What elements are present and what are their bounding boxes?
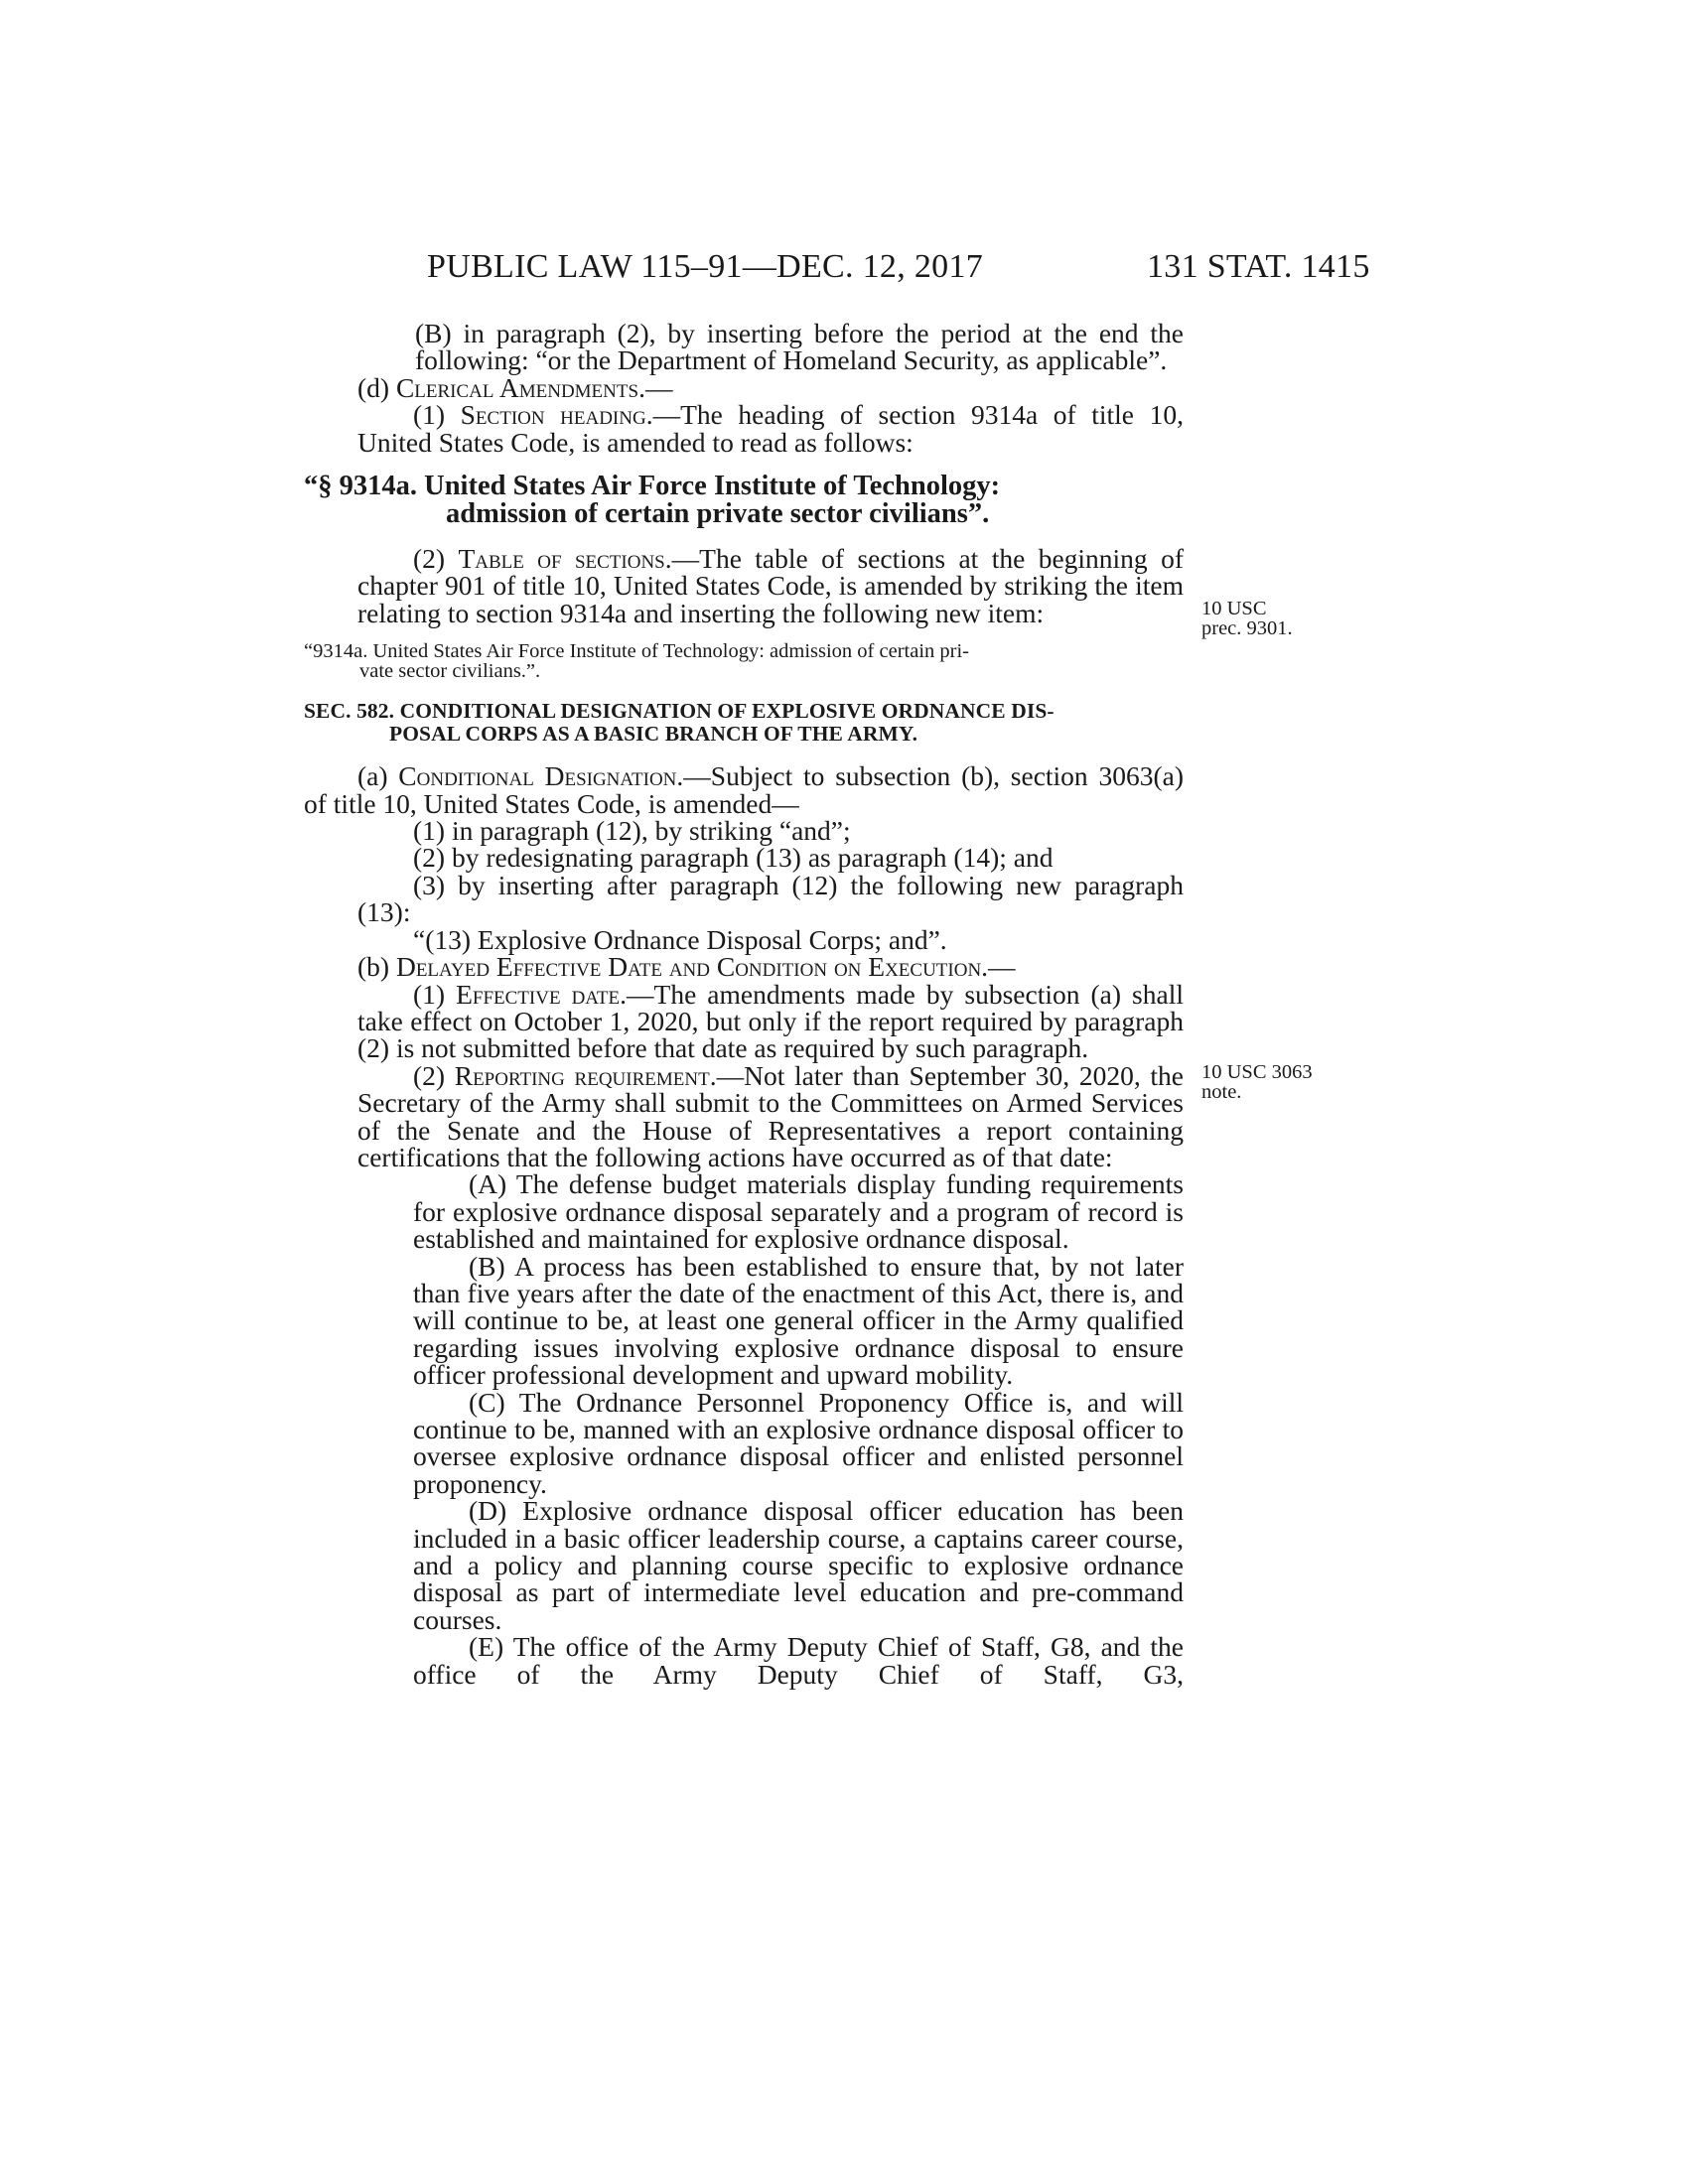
paragraph-b-para2: [357, 320, 1184, 374]
paragraph-text: .—The heading of section 9314a of title 10, United States Code, is amended to read as follows:: [357, 399, 1184, 458]
running-header-citation: PUBLIC LAW 115–91—DEC. 12, 2017: [427, 248, 984, 285]
paragraph-label: (1): [413, 978, 457, 1010]
subsection-text: .—Subject to subsection (b), section 3063(a) of title 10, United States Code, is amended—: [304, 760, 1184, 819]
paragraph-text: .—Not later than September 30, 2020, the Secretary of the Army shall submit to the Committees on Armed Services of the Senate and the House of Representatives a report containing certifications that the following actions have occurred as of that date:: [357, 1059, 1184, 1172]
paragraph-b1-effective-date: [357, 978, 1184, 1064]
subsection-d-clerical-amendments: [357, 371, 1184, 403]
margin-note-line: note.: [1201, 1081, 1242, 1103]
paragraph-d1-section-heading: [357, 401, 1184, 456]
section-heading-line: SEC. 582. CONDITIONAL DESIGNATION OF EXPLOSIVE ORDNANCE DIS-: [304, 699, 1055, 724]
subsection-label: (a): [357, 760, 399, 792]
section-heading-line: POSAL CORPS AS A BASIC BRANCH OF THE ARMY.: [389, 722, 918, 747]
subsection-heading: Clerical Amendments: [395, 371, 639, 403]
paragraph-a2: (2) by redesignating paragraph (13) as paragraph (14); and: [413, 842, 1054, 874]
paragraph-a1: (1) in paragraph (12), by striking “and”;: [413, 815, 851, 847]
subparagraph-E: (E) The office of the Army Deputy Chief of Staff, G8, and the office of the Army Deputy Chief of Staff, G3,: [413, 1631, 1184, 1690]
paragraph-label: (2): [413, 543, 459, 575]
paragraph-d2-table-of-sections: [357, 545, 1184, 626]
paragraph-b2-reporting-requirement: [357, 1059, 1184, 1172]
margin-note-line: prec. 9301.: [1201, 617, 1293, 639]
subparagraph-A: (A) The defense budget materials display funding requirements for explosive ordnance disposal separately and a program of record is established and maintained for explosive ordnance disposal.: [413, 1168, 1184, 1255]
paragraph-heading: Reporting requirement: [454, 1059, 710, 1091]
paragraph-heading: Table of sections: [458, 543, 665, 575]
heading-line: admission of certain private sector civilians”.: [446, 498, 990, 530]
table-item-line: “9314a. United States Air Force Institute of Technology: admission of certain pri-: [304, 640, 969, 663]
paragraph-text: .—The amendments made by subsection (a) shall take effect on October 1, 2020, but only if the report required by paragraph (2) is not submitted before that date as required by such paragraph.: [357, 978, 1184, 1064]
subsection-a-conditional-designation: [304, 762, 1184, 817]
subsection-label: (d): [357, 371, 396, 403]
table-item-line: vate sector civilians.”.: [359, 660, 541, 683]
margin-note-line: 10 USC 3063: [1201, 1061, 1313, 1083]
body-text: [304, 318, 1184, 1690]
section-9314a-heading: [304, 473, 1184, 528]
subsection-dash: .—: [981, 951, 1016, 983]
subparagraph-D: (D) Explosive ordnance disposal officer education has been included in a basic officer leadership course, a captains career course, and a policy and planning course specific to explosive ordnance disposal as part of intermediate level education and pre-command courses.: [413, 1495, 1184, 1635]
paragraph-heading: Effective date: [456, 978, 621, 1010]
paragraph-a3-quoted-text: “(13) Explosive Ordnance Disposal Corps; and”.: [413, 923, 947, 955]
section-582-heading: [304, 700, 1184, 746]
paragraph-label: (1): [413, 399, 461, 431]
paragraph-a3: (3) by inserting after paragraph (12) the following new paragraph (13):: [357, 869, 1184, 928]
subsection-heading: Conditional Designation: [398, 760, 677, 792]
paragraph-label: (2): [413, 1059, 455, 1091]
subsection-b-delayed-effective-date: [357, 951, 1184, 983]
margin-note-line: 10 USC: [1201, 598, 1267, 619]
running-header-page-number: 131 STAT. 1415: [1147, 248, 1370, 285]
paragraph-text: .—The table of sections at the beginning of chapter 901 of title 10, United States Code, is amended by striking the item relating to section 9314a and inserting the following new item:: [357, 543, 1184, 628]
paragraph-text: (B) in paragraph (2), by inserting before the period at the end the following: “or the Department of Homeland Security, as applicable”.: [415, 318, 1184, 376]
margin-note-usc-3063: [1201, 1062, 1350, 1102]
subsection-heading: Delayed Effective Date and Condition on Execution: [395, 951, 982, 983]
subsection-label: (b): [357, 951, 396, 983]
subsection-dash: .—: [638, 371, 673, 403]
paragraph-heading: Section heading: [460, 399, 646, 431]
subparagraph-B: (B) A process has been established to ensure that, by not later than five years after the date of the enactment of this Act, there is, and will continue to be, at least one general officer in the Army qualified regarding issues involving explosive ordnance disposal to ensure officer professional development and upward mobility.: [413, 1250, 1184, 1391]
subparagraph-C: (C) The Ordnance Personnel Proponency Office is, and will continue to be, manned with an explosive ordnance disposal officer to oversee explosive ordnance disposal officer and enlisted personnel proponency.: [413, 1386, 1184, 1499]
margin-note-usc-prec: [1201, 599, 1350, 638]
table-of-sections-item: [304, 641, 1178, 681]
heading-line: “§ 9314a. United States Air Force Institute of Technology:: [304, 471, 1001, 502]
